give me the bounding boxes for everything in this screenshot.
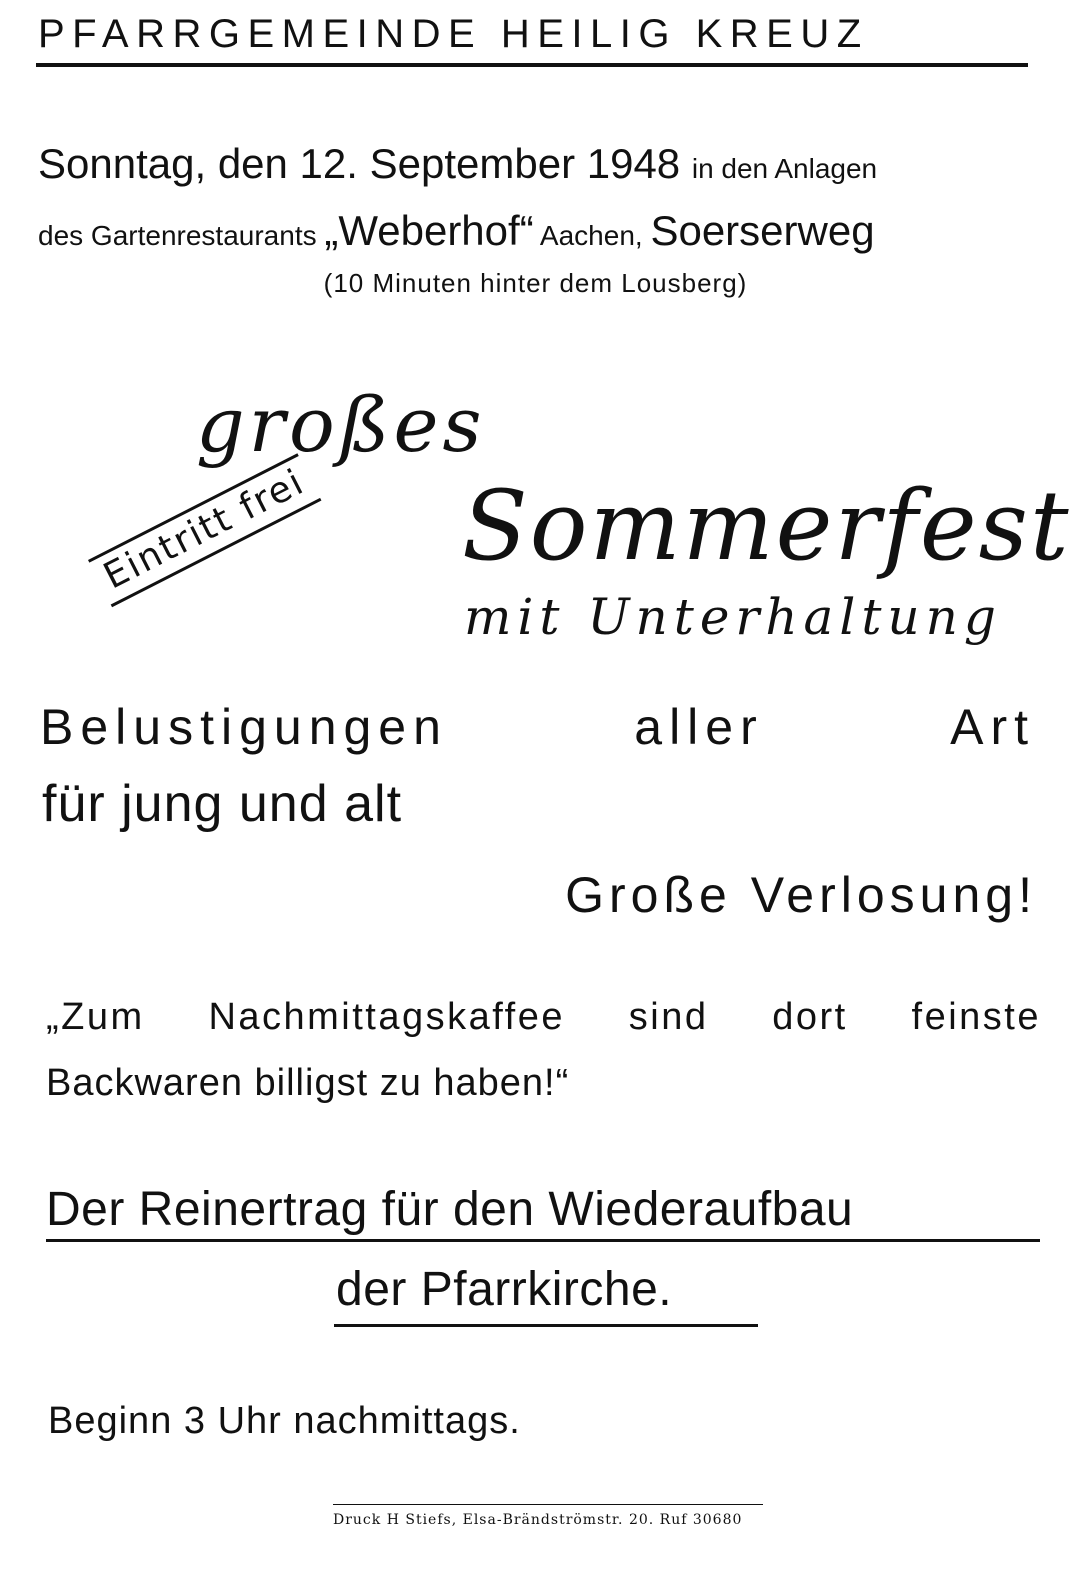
headline-sommerfest: Sommerfest — [462, 470, 1071, 582]
coffee-word: „Zum — [46, 996, 145, 1038]
parish-title-text: PFARRGEMEINDE HEILIG KREUZ — [38, 12, 869, 56]
event-date: Sonntag, den 12. September 1948 — [38, 140, 681, 187]
printer-credit: Druck H Stiefs, Elsa-Brändströmstr. 20. Ruf 30680 — [333, 1512, 743, 1528]
coffee-line-1 — [46, 996, 1041, 1039]
attractions-word: aller — [634, 699, 764, 755]
proceeds-line-1: Der Reinertrag für den Wiederaufbau — [46, 1183, 854, 1236]
footer-rule — [333, 1504, 763, 1505]
venue-street: Soerserweg — [650, 207, 875, 254]
venue-prefix: des Gartenrestaurants — [38, 220, 317, 251]
title-underline — [36, 63, 1028, 67]
free-entry-text: Eintritt frei — [97, 461, 312, 598]
event-date-line — [38, 140, 877, 188]
headline-grosses: großes — [196, 380, 486, 469]
attractions-line — [40, 698, 1035, 756]
attractions-word: Art — [950, 699, 1035, 755]
coffee-word: sind — [628, 996, 709, 1038]
audience-line: für jung und alt — [42, 775, 403, 833]
parish-title — [38, 12, 1033, 57]
event-location-intro: in den Anlagen — [691, 153, 878, 184]
event-venue-line — [38, 207, 875, 255]
proceeds-line-2: der Pfarrkirche. — [336, 1263, 673, 1316]
start-time: Beginn 3 Uhr nachmittags. — [48, 1400, 521, 1442]
venue-name: „Weberhof“ — [324, 207, 534, 254]
raffle-line: Große Verlosung! — [565, 867, 1037, 923]
proceeds-underline-1 — [46, 1239, 1040, 1242]
venue-distance: (10 Minuten hinter dem Lousberg) — [323, 268, 748, 298]
coffee-word: dort — [772, 996, 848, 1038]
attractions-word: Belustigungen — [40, 699, 448, 755]
coffee-line-2: Backwaren billigst zu haben!“ — [46, 1062, 570, 1104]
coffee-word: feinste — [911, 996, 1041, 1038]
venue-city: Aachen, — [539, 220, 643, 251]
proceeds-underline-2 — [334, 1324, 758, 1327]
free-entry-stamp — [88, 453, 321, 607]
headline-unterhaltung: mit Unterhaltung — [464, 588, 1002, 646]
coffee-word: Nachmittagskaffee — [208, 996, 565, 1038]
